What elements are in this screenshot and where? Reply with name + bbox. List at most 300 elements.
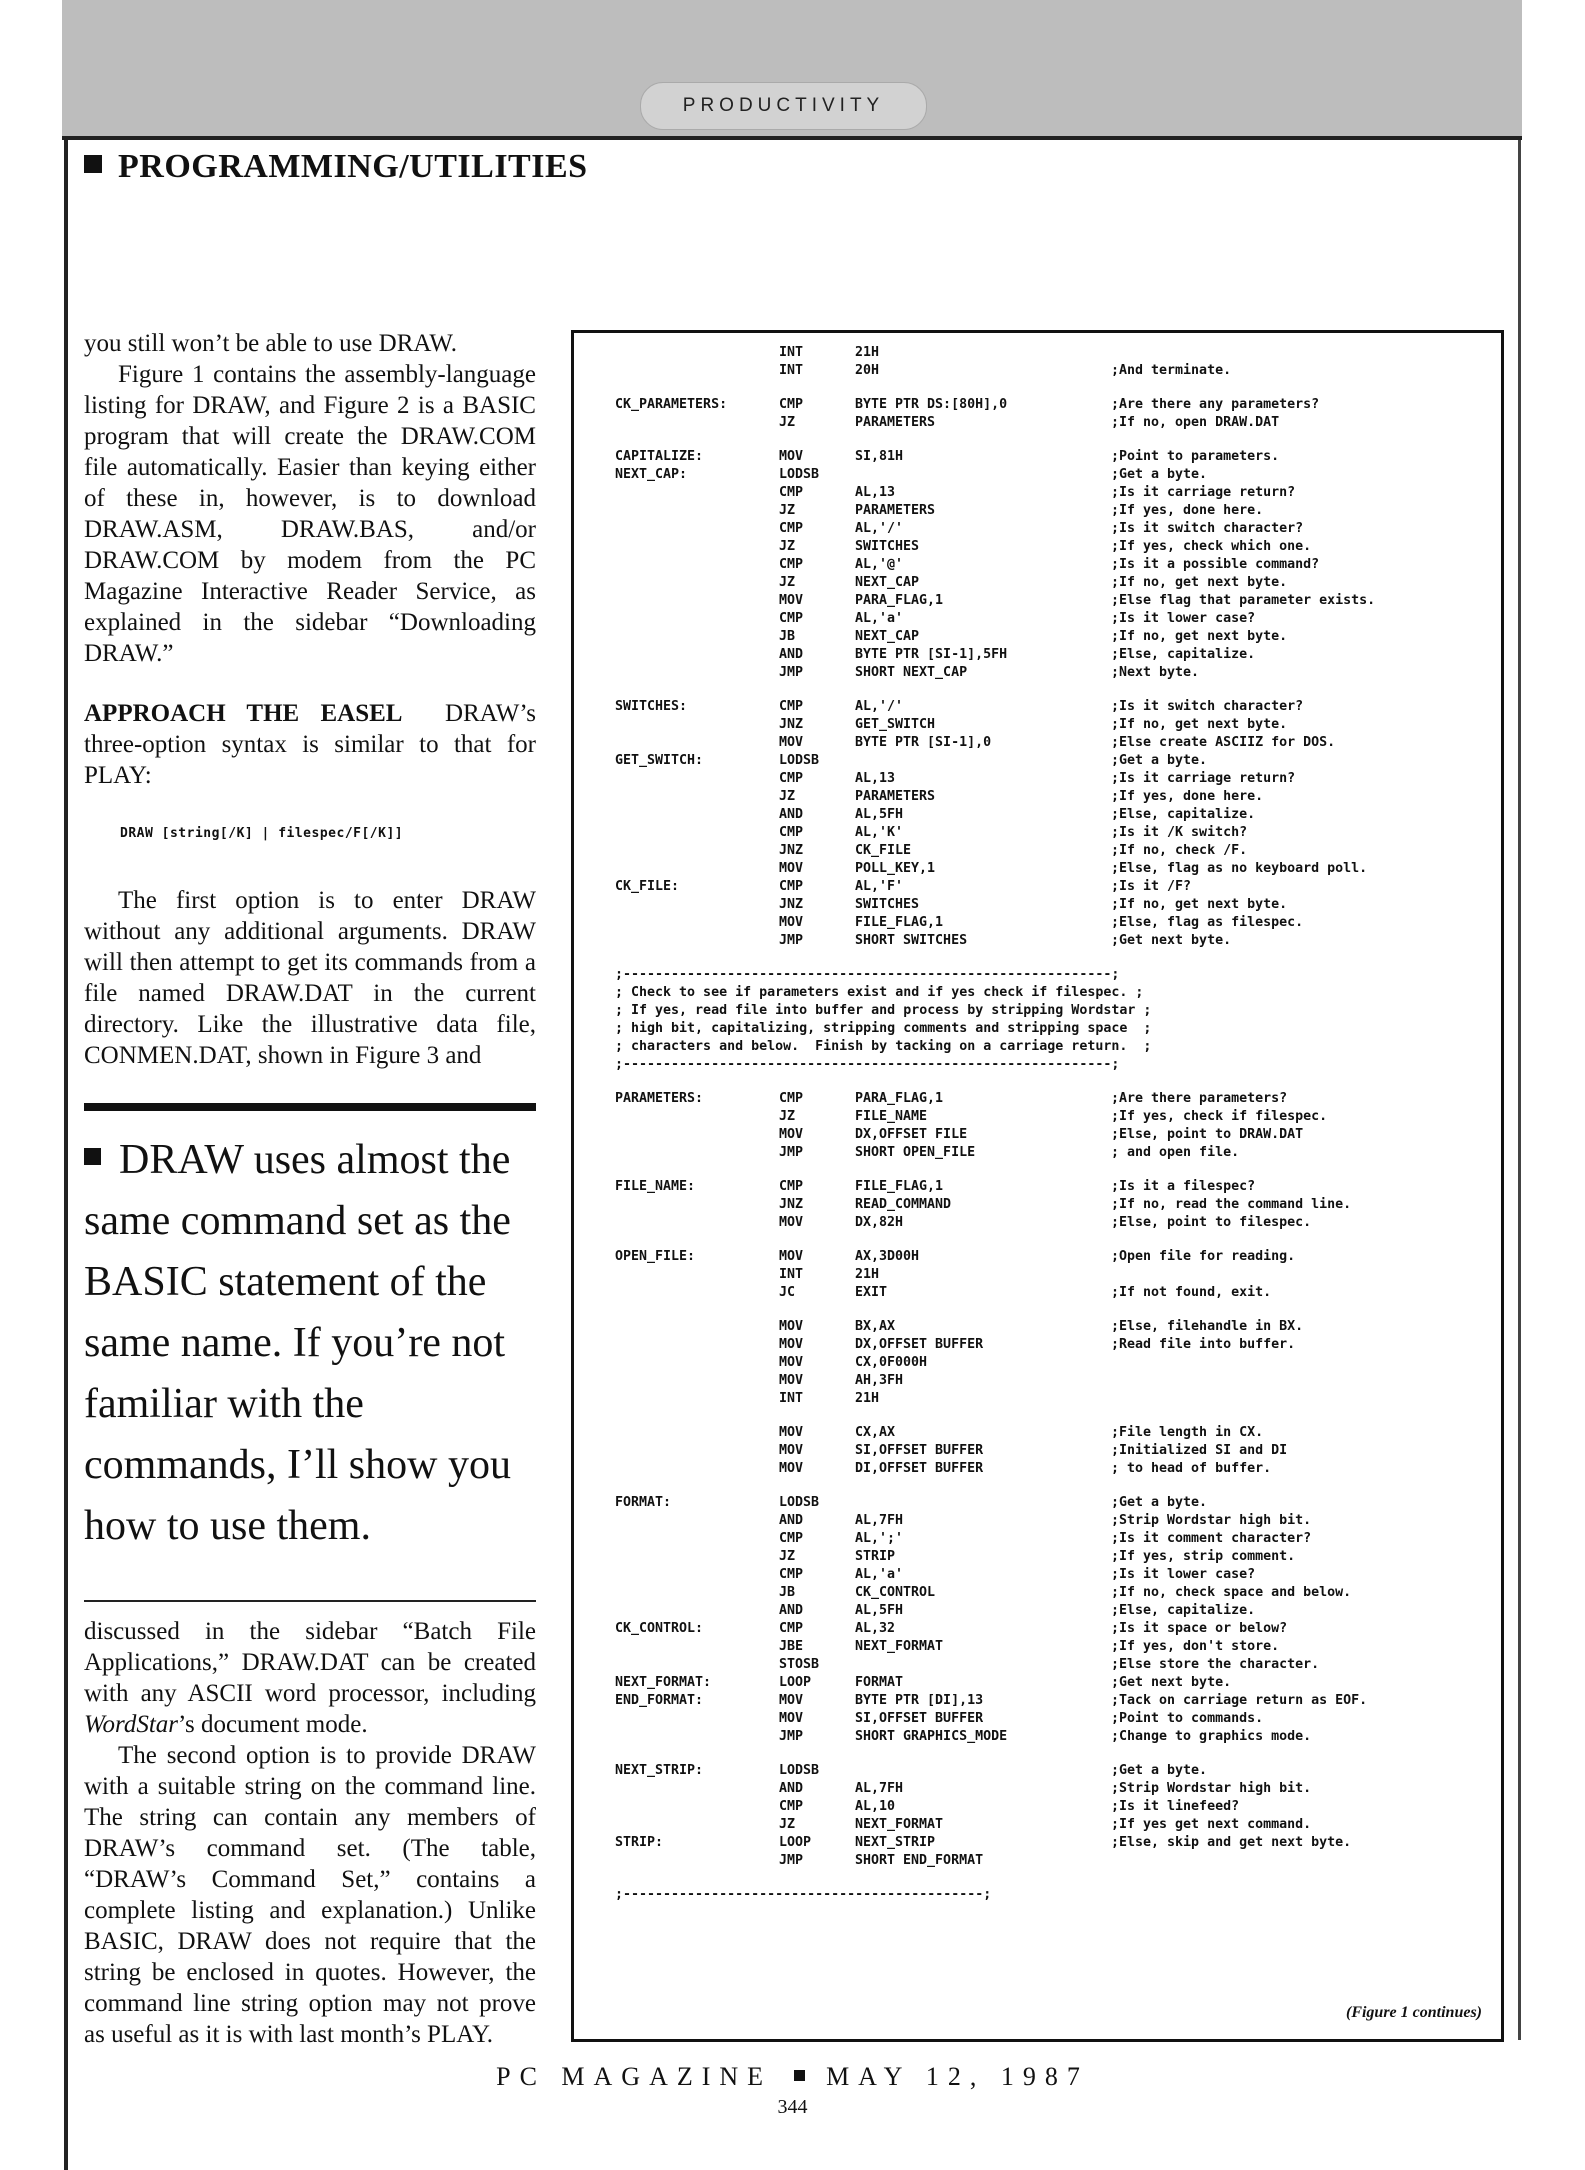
pullquote-top-rule (84, 1103, 536, 1111)
code-gap (571, 380, 1504, 396)
code-operand: NEXT_STRIP (855, 1835, 936, 1850)
code-line (571, 1354, 1504, 1372)
code-opcode: JC (779, 1285, 796, 1300)
code-opcode: MOV (779, 735, 804, 750)
code-line (571, 574, 1504, 592)
code-line (571, 1214, 1504, 1232)
code-comment: ; to head of buffer. (1111, 1461, 1272, 1476)
code-opcode: LODSB (779, 1763, 820, 1778)
code-comment: ;Else store the character. (1111, 1657, 1320, 1672)
code-comment: ;Else, flag as no keyboard poll. (1111, 861, 1368, 876)
code-line (571, 698, 1504, 716)
code-comment: ;If no, get next byte. (1111, 575, 1288, 590)
code-comment: ;Is it space or below? (1111, 1621, 1288, 1636)
code-operand: SWITCHES (855, 539, 920, 554)
code-opcode: LODSB (779, 467, 820, 482)
code-comment: ;Tack on carriage return as EOF. (1111, 1693, 1368, 1708)
code-opcode: CMP (779, 485, 804, 500)
code-comment: ;If no, get next byte. (1111, 717, 1288, 732)
code-opcode: JMP (779, 1729, 804, 1744)
code-line (571, 752, 1504, 770)
code-opcode: MOV (779, 1373, 804, 1388)
code-opcode: MOV (779, 1711, 804, 1726)
code-line (571, 1674, 1504, 1692)
code-operand: NEXT_CAP (855, 629, 920, 644)
code-operand: SHORT GRAPHICS_MODE (855, 1729, 1008, 1744)
code-comment-line: ; Check to see if parameters exist and if yes check if filespec. ; (615, 985, 1144, 1000)
code-comment: ;Else create ASCIIZ for DOS. (1111, 735, 1336, 750)
code-operand: AX,3D00H (855, 1249, 920, 1264)
code-operand: READ_COMMAND (855, 1197, 952, 1212)
code-opcode: MOV (779, 1127, 804, 1142)
code-gap (571, 682, 1504, 698)
code-line (571, 592, 1504, 610)
code-comment: ;Else flag that parameter exists. (1111, 593, 1376, 608)
code-line (571, 1816, 1504, 1834)
code-operand: FILE_NAME (855, 1109, 928, 1124)
code-comment: ;Are there parameters? (1111, 1091, 1288, 1106)
code-operand: PARAMETERS (855, 415, 936, 430)
code-label: NEXT_CAP: (615, 467, 688, 482)
code-operand: AL,'/' (855, 699, 904, 714)
code-line (571, 520, 1504, 538)
code-line (571, 1638, 1504, 1656)
syntax-line: DRAW [string[/K] | filespec/F[/K]] (120, 826, 404, 841)
code-gap (571, 1232, 1504, 1248)
code-comment: ;If no, get next byte. (1111, 897, 1288, 912)
section-label: PRODUCTIVITY (640, 82, 927, 130)
italic-title: WordStar (84, 1711, 179, 1738)
code-operand: DX,82H (855, 1215, 904, 1230)
code-operand: AL,13 (855, 771, 896, 786)
code-comment: ;If yes, done here. (1111, 503, 1264, 518)
subhead-paragraph (84, 698, 536, 791)
header-rule (62, 136, 1522, 140)
pullquote-bottom-rule (84, 1600, 536, 1602)
code-comment: ;Else, point to DRAW.DAT (1111, 1127, 1304, 1142)
code-label: CK_PARAMETERS: (615, 397, 728, 412)
code-line (571, 466, 1504, 484)
code-operand: FILE_FLAG,1 (855, 915, 944, 930)
code-opcode: LODSB (779, 1495, 820, 1510)
code-operand: AL,'F' (855, 879, 904, 894)
code-label: NEXT_FORMAT: (615, 1675, 712, 1690)
code-line (571, 1196, 1504, 1214)
code-opcode: JNZ (779, 843, 804, 858)
code-line (571, 1602, 1504, 1620)
code-end-rule: ;---------------------------------------------; (615, 1887, 992, 1902)
code-line (571, 484, 1504, 502)
code-comment: ;If not found, exit. (1111, 1285, 1272, 1300)
code-comment: ;And terminate. (1111, 363, 1232, 378)
code-opcode: MOV (779, 449, 804, 464)
code-line (571, 1442, 1504, 1460)
code-opcode: AND (779, 1513, 804, 1528)
code-label: END_FORMAT: (615, 1693, 704, 1708)
code-comment: ;Is it switch character? (1111, 699, 1304, 714)
code-line (571, 1656, 1504, 1674)
code-line (571, 788, 1504, 806)
code-comment: ;Read file into buffer. (1111, 1337, 1296, 1352)
bullet-square-icon (84, 155, 102, 173)
code-operand: STRIP (855, 1549, 896, 1564)
code-label: OPEN_FILE: (615, 1249, 696, 1264)
code-comment: ; and open file. (1111, 1145, 1240, 1160)
code-comment: ;Are there any parameters? (1111, 397, 1320, 412)
code-line (571, 1390, 1504, 1408)
code-opcode: MOV (779, 593, 804, 608)
code-comment: ;Point to parameters. (1111, 449, 1280, 464)
code-opcode: AND (779, 1603, 804, 1618)
department-heading (84, 148, 588, 186)
code-gap (571, 1162, 1504, 1178)
code-operand: AL,'a' (855, 611, 904, 626)
code-comment: ;Is it carriage return? (1111, 485, 1296, 500)
code-label: GET_SWITCH: (615, 753, 704, 768)
code-opcode: MOV (779, 1443, 804, 1458)
code-label: CAPITALIZE: (615, 449, 704, 464)
code-line (571, 914, 1504, 932)
code-label: STRIP: (615, 1835, 664, 1850)
code-comment: ;If yes, done here. (1111, 789, 1264, 804)
code-line (571, 396, 1504, 414)
right-margin-rule (1518, 140, 1521, 2040)
code-operand: AL,'a' (855, 1567, 904, 1582)
code-line (571, 1530, 1504, 1548)
code-comment: ;If yes get next command. (1111, 1817, 1312, 1832)
code-opcode: JZ (779, 789, 796, 804)
code-operand: 21H (855, 345, 880, 360)
code-opcode: JZ (779, 575, 796, 590)
page-number: 344 (777, 2096, 808, 2118)
code-opcode: MOV (779, 861, 804, 876)
code-line (571, 448, 1504, 466)
code-opcode: MOV (779, 915, 804, 930)
code-line (571, 932, 1504, 950)
code-comment: ;Else, skip and get next byte. (1111, 1835, 1352, 1850)
code-line (571, 1762, 1504, 1780)
code-comment: ;Else, filehandle in BX. (1111, 1319, 1304, 1334)
code-operand: DX,OFFSET FILE (855, 1127, 968, 1142)
code-comment: ;Is it /K switch? (1111, 825, 1248, 840)
code-opcode: CMP (779, 1091, 804, 1106)
code-opcode: INT (779, 1391, 804, 1406)
code-comment: ;Get next byte. (1111, 933, 1232, 948)
code-operand: BYTE PTR DS:[80H],0 (855, 397, 1008, 412)
code-operand: CX,AX (855, 1425, 896, 1440)
code-operand: AL,'/' (855, 521, 904, 536)
paragraph: you still won’t be able to use DRAW. (84, 330, 457, 357)
code-comment: ;If no, check space and below. (1111, 1585, 1352, 1600)
code-opcode: JB (779, 629, 796, 644)
code-operand: SI,OFFSET BUFFER (855, 1711, 984, 1726)
code-label: CK_FILE: (615, 879, 680, 894)
code-opcode: JMP (779, 1853, 804, 1868)
code-opcode: JMP (779, 933, 804, 948)
paragraph: discussed in the sidebar “Batch File Applications,” DRAW.DAT can be created with any ASCII word processor, including WordStar’s document mode. (84, 1618, 536, 1738)
code-opcode: JNZ (779, 897, 804, 912)
pullquote-text: DRAW uses almost the same command set as the BASIC statement of the same name. If you’re not familiar with the commands, I’ll show you how to use them. (84, 1137, 511, 1549)
code-operand: SHORT SWITCHES (855, 933, 968, 948)
code-line (571, 1336, 1504, 1354)
code-opcode: JZ (779, 1549, 796, 1564)
code-operand: FILE_FLAG,1 (855, 1179, 944, 1194)
code-line (571, 1108, 1504, 1126)
code-line (571, 1144, 1504, 1162)
code-opcode: MOV (779, 1461, 804, 1476)
code-comment-line: ;-------------------------------------------------------------; (615, 967, 1120, 982)
code-operand: AL,13 (855, 485, 896, 500)
code-operand: SHORT END_FORMAT (855, 1853, 984, 1868)
code-opcode: CMP (779, 825, 804, 840)
article-text-bottom (84, 1616, 536, 2050)
code-gap (571, 950, 1504, 966)
code-operand: CK_CONTROL (855, 1585, 936, 1600)
code-gap (571, 1478, 1504, 1494)
code-line (571, 716, 1504, 734)
code-line (571, 860, 1504, 878)
code-gap (571, 1746, 1504, 1762)
code-operand: BX,AX (855, 1319, 896, 1334)
code-comment: ;Get a byte. (1111, 467, 1208, 482)
code-opcode: CMP (779, 611, 804, 626)
code-operand: 20H (855, 363, 880, 378)
code-operand: SWITCHES (855, 897, 920, 912)
code-comment-line: ; characters and below. Finish by tacking on a carriage return. ; (615, 1039, 1152, 1054)
code-gap (571, 1302, 1504, 1318)
code-comment-line: ; If yes, read file into buffer and process by stripping Wordstar ; (615, 1003, 1152, 1018)
code-operand: 21H (855, 1267, 880, 1282)
code-label: FILE_NAME: (615, 1179, 696, 1194)
code-comment: ;If yes, strip comment. (1111, 1549, 1296, 1564)
paragraph: The first option is to enter DRAW without any additional arguments. DRAW will then attempt to get its commands from a file named DRAW.DAT in the current directory. Like the illustrative data file, CONMEN.DAT, shown in Figure 3 and (84, 887, 536, 1069)
code-operand: AL,7FH (855, 1513, 904, 1528)
code-line (571, 1372, 1504, 1390)
code-line (571, 1318, 1504, 1336)
code-gap (571, 432, 1504, 448)
code-comment: ;If yes, don't store. (1111, 1639, 1280, 1654)
code-opcode: JZ (779, 539, 796, 554)
code-comment: ;Is it comment character? (1111, 1531, 1312, 1546)
code-gap (571, 1870, 1504, 1886)
code-operand: BYTE PTR [SI-1],5FH (855, 647, 1008, 662)
code-comment: ;Get a byte. (1111, 753, 1208, 768)
code-line (571, 1248, 1504, 1266)
code-comment: ;Else, capitalize. (1111, 807, 1256, 822)
code-line (571, 1566, 1504, 1584)
code-opcode: CMP (779, 1531, 804, 1546)
code-operand: SI,OFFSET BUFFER (855, 1443, 984, 1458)
code-line (571, 1090, 1504, 1108)
code-line (571, 842, 1504, 860)
code-comment: ;If no, get next byte. (1111, 629, 1288, 644)
code-opcode: JMP (779, 1145, 804, 1160)
code-line (571, 1460, 1504, 1478)
code-operand: PARA_FLAG,1 (855, 593, 944, 608)
code-line (571, 770, 1504, 788)
code-line (571, 1494, 1504, 1512)
code-comment: ;File length in CX. (1111, 1425, 1264, 1440)
code-opcode: JB (779, 1585, 796, 1600)
code-line (571, 362, 1504, 380)
code-operand: GET_SWITCH (855, 717, 936, 732)
code-comment: ;Is it a filespec? (1111, 1179, 1256, 1194)
code-line (571, 1266, 1504, 1284)
code-operand: SHORT NEXT_CAP (855, 665, 968, 680)
code-operand: PARAMETERS (855, 789, 936, 804)
code-line (571, 896, 1504, 914)
code-opcode: JMP (779, 665, 804, 680)
code-operand: BYTE PTR [SI-1],0 (855, 735, 992, 750)
code-operand: PARA_FLAG,1 (855, 1091, 944, 1106)
code-opcode: MOV (779, 1425, 804, 1440)
code-operand: POLL_KEY,1 (855, 861, 936, 876)
code-opcode: JBE (779, 1639, 804, 1654)
code-comment: ;Is it carriage return? (1111, 771, 1296, 786)
code-opcode: JNZ (779, 717, 804, 732)
paragraph: Figure 1 contains the assembly-language listing for DRAW, and Figure 2 is a BASIC program that will create the DRAW.COM file automatically. Easier than keying either of these in, however, is to download DRAW.ASM, DRAW.BAS, and/or DRAW.COM by modem from the PC Magazine Interactive Reader Service, as explained in the sidebar “Downloading DRAW.” (84, 361, 536, 667)
code-comment: ;If yes, check which one. (1111, 539, 1312, 554)
code-line (571, 1284, 1504, 1302)
code-comment: ;Is it a possible command? (1111, 557, 1320, 572)
code-line (571, 1834, 1504, 1852)
code-operand: AL,5FH (855, 1603, 904, 1618)
code-operand: SHORT OPEN_FILE (855, 1145, 976, 1160)
code-opcode: INT (779, 363, 804, 378)
code-line (571, 664, 1504, 682)
code-comment: ;If yes, check if filespec. (1111, 1109, 1328, 1124)
code-opcode: LOOP (779, 1835, 812, 1850)
subhead: APPROACH THE EASEL (84, 700, 403, 727)
magazine-name: PC MAGAZINE (496, 2062, 773, 2091)
code-line (571, 538, 1504, 556)
code-comment: ;Get a byte. (1111, 1763, 1208, 1778)
code-comment: ;Else, point to filespec. (1111, 1215, 1312, 1230)
code-label: CK_CONTROL: (615, 1621, 704, 1636)
code-comment: ;Is it linefeed? (1111, 1799, 1240, 1814)
code-operand: DI,OFFSET BUFFER (855, 1461, 984, 1476)
code-operand: AL,'K' (855, 825, 904, 840)
code-operand: NEXT_FORMAT (855, 1639, 944, 1654)
code-line (571, 1512, 1504, 1530)
code-operand: AL,32 (855, 1621, 896, 1636)
issue-date: MAY 12, 1987 (826, 2062, 1089, 2091)
code-comment: ;If no, check /F. (1111, 843, 1248, 858)
code-opcode: CMP (779, 1567, 804, 1582)
left-margin-rule (64, 140, 68, 2170)
code-line (571, 628, 1504, 646)
bullet-square-icon (794, 2070, 805, 2081)
code-opcode: MOV (779, 1355, 804, 1370)
code-gap (571, 1074, 1504, 1090)
code-opcode: JNZ (779, 1197, 804, 1212)
code-gap (571, 1408, 1504, 1424)
code-opcode: CMP (779, 1621, 804, 1636)
code-opcode: LOOP (779, 1675, 812, 1690)
code-opcode: MOV (779, 1249, 804, 1264)
code-opcode: CMP (779, 879, 804, 894)
code-opcode: AND (779, 647, 804, 662)
code-line (571, 1728, 1504, 1746)
code-comment: ;Strip Wordstar high bit. (1111, 1781, 1312, 1796)
department-title: PROGRAMMING/UTILITIES (118, 148, 588, 185)
code-operand: CX,0F000H (855, 1355, 928, 1370)
code-comment: ;Next byte. (1111, 665, 1200, 680)
code-opcode: CMP (779, 557, 804, 572)
code-comment: ;If no, read the command line. (1111, 1197, 1352, 1212)
code-label: PARAMETERS: (615, 1091, 704, 1106)
code-comment: ;Change to graphics mode. (1111, 1729, 1312, 1744)
code-line (571, 878, 1504, 896)
code-opcode: AND (779, 1781, 804, 1796)
code-opcode: STOSB (779, 1657, 820, 1672)
code-opcode: MOV (779, 1337, 804, 1352)
code-comment: ;Else, capitalize. (1111, 647, 1256, 662)
code-label: SWITCHES: (615, 699, 688, 714)
code-line (571, 610, 1504, 628)
code-line (571, 1126, 1504, 1144)
code-line (571, 502, 1504, 520)
code-operand: AL,';' (855, 1531, 904, 1546)
code-opcode: AND (779, 807, 804, 822)
code-label: FORMAT: (615, 1495, 672, 1510)
code-line (571, 1798, 1504, 1816)
code-opcode: JZ (779, 1817, 796, 1832)
code-listing (571, 344, 1504, 1904)
code-line (571, 1178, 1504, 1196)
code-comment: ;If no, open DRAW.DAT (1111, 415, 1280, 430)
code-comment: ;Else, flag as filespec. (1111, 915, 1304, 930)
code-operand: AL,7FH (855, 1781, 904, 1796)
code-opcode: CMP (779, 397, 804, 412)
code-comment: ;Open file for reading. (1111, 1249, 1296, 1264)
code-comment: ;Get next byte. (1111, 1675, 1232, 1690)
code-comment: ;Is it lower case? (1111, 1567, 1256, 1582)
code-operand: BYTE PTR [DI],13 (855, 1693, 984, 1708)
code-line (571, 1424, 1504, 1442)
code-line (571, 1548, 1504, 1566)
code-operand: NEXT_FORMAT (855, 1817, 944, 1832)
code-comment: ;Is it switch character? (1111, 521, 1304, 536)
code-comment: ;Point to commands. (1111, 1711, 1264, 1726)
article-text-middle (84, 885, 536, 1071)
code-opcode: INT (779, 345, 804, 360)
code-opcode: JZ (779, 415, 796, 430)
code-comment: ;Is it /F? (1111, 879, 1192, 894)
code-opcode: JZ (779, 503, 796, 518)
code-line (571, 1852, 1504, 1870)
code-opcode: MOV (779, 1215, 804, 1230)
code-opcode: CMP (779, 1179, 804, 1194)
code-opcode: LODSB (779, 753, 820, 768)
paragraph: DRAW’s three-option syntax is similar to that for PLAY: (84, 700, 536, 789)
code-operand: AH,3FH (855, 1373, 904, 1388)
code-operand: EXIT (855, 1285, 888, 1300)
code-comment-line: ;-------------------------------------------------------------; (615, 1057, 1120, 1072)
code-opcode: CMP (779, 771, 804, 786)
code-comment: ;Get a byte. (1111, 1495, 1208, 1510)
code-line (571, 1584, 1504, 1602)
code-line (571, 556, 1504, 574)
code-opcode: CMP (779, 521, 804, 536)
code-operand: 21H (855, 1391, 880, 1406)
article-text-top (84, 328, 536, 669)
code-opcode: INT (779, 1267, 804, 1282)
code-line (571, 646, 1504, 664)
code-opcode: MOV (779, 1693, 804, 1708)
code-opcode: MOV (779, 1319, 804, 1334)
code-line (571, 1780, 1504, 1798)
